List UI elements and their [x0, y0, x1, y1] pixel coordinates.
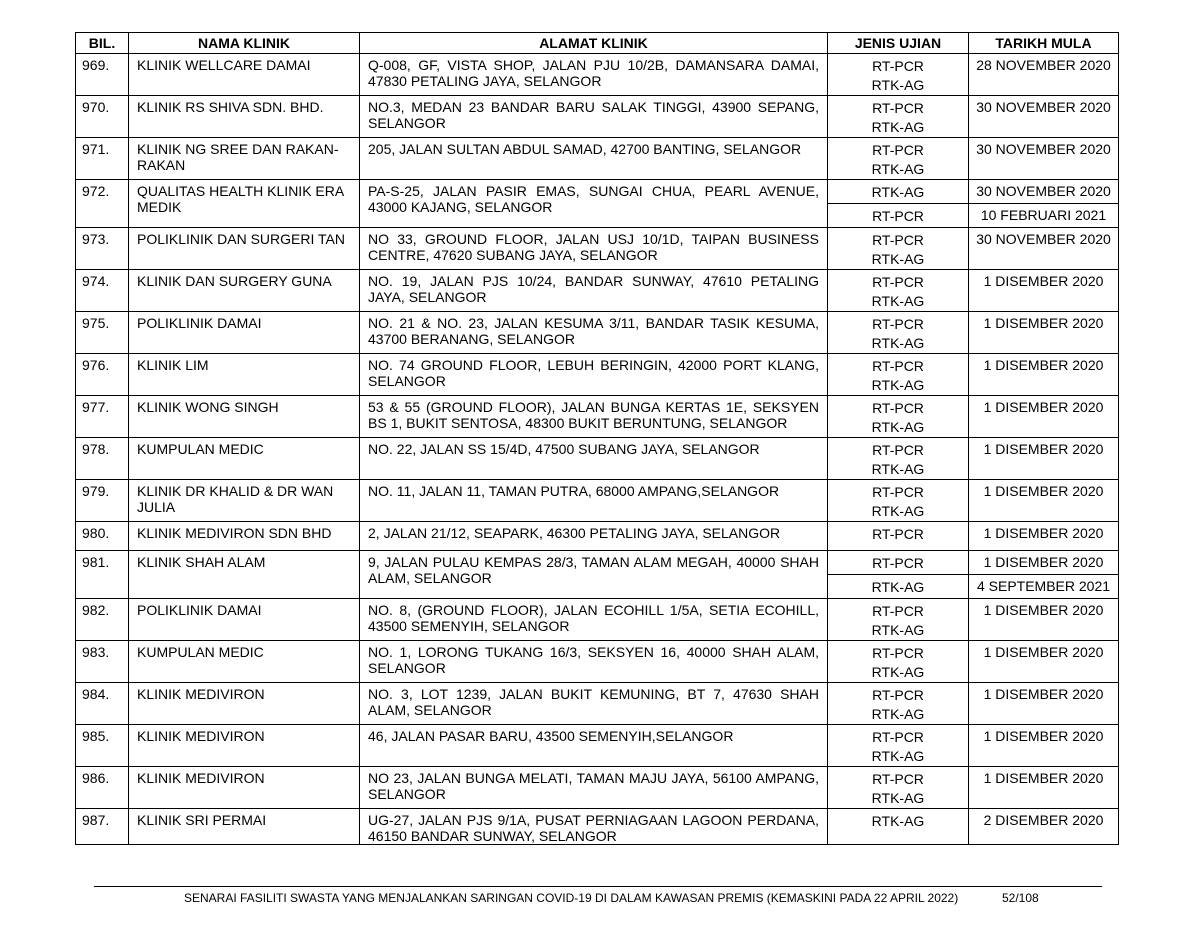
jenis-ujian-cell	[828, 809, 969, 845]
jenis-ujian-item: RT-PCR	[872, 442, 924, 458]
alamat-klinik-cell: Q-008, GF, VISTA SHOP, JALAN PJU 10/2B, DAMANSARA DAMAI, 47830 PETALING JAYA, SELANGOR	[360, 54, 828, 96]
bil-cell: 970.	[76, 96, 129, 138]
table-row	[76, 228, 1119, 270]
table-row	[76, 312, 1119, 354]
nama-klinik-cell: POLIKLINIK DAMAI	[129, 312, 360, 354]
nama-klinik-cell: KLINIK DR KHALID & DR WAN JULIA	[129, 480, 360, 522]
jenis-ujian-item: RT-PCR	[872, 771, 924, 787]
nama-klinik-cell: KLINIK MEDIVIRON SDN BHD	[129, 522, 360, 551]
jenis-ujian-cell	[828, 138, 969, 180]
table-header	[76, 33, 1119, 54]
alamat-klinik-cell: NO.3, MEDAN 23 BANDAR BARU SALAK TINGGI, 43900 SEPANG, SELANGOR	[360, 96, 828, 138]
tarikh-mula-cell: 30 NOVEMBER 2020	[969, 228, 1119, 270]
table-row	[76, 270, 1119, 312]
jenis-ujian-item: RTK-AG	[871, 335, 925, 351]
nama-klinik-cell: KUMPULAN MEDIC	[129, 641, 360, 683]
nama-klinik-cell: KLINIK WONG SINGH	[129, 396, 360, 438]
jenis-ujian-item: RTK-AG	[871, 377, 925, 393]
alamat-klinik-cell: NO. 22, JALAN SS 15/4D, 47500 SUBANG JAYA, SELANGOR	[360, 438, 828, 480]
jenis-ujian-item: RTK-AG	[871, 748, 925, 764]
table-row	[76, 551, 1119, 575]
jenis-ujian-cell	[828, 522, 969, 551]
nama-klinik-cell: KLINIK RS SHIVA SDN. BHD.	[129, 96, 360, 138]
bil-cell: 976.	[76, 354, 129, 396]
alamat-klinik-cell: NO. 19, JALAN PJS 10/24, BANDAR SUNWAY, 47610 PETALING JAYA, SELANGOR	[360, 270, 828, 312]
tarikh-mula-cell: 30 NOVEMBER 2020	[969, 138, 1119, 180]
tarikh-mula-cell: 1 DISEMBER 2020	[969, 270, 1119, 312]
tarikh-mula-cell: 1 DISEMBER 2020	[969, 767, 1119, 809]
table-row	[76, 396, 1119, 438]
jenis-ujian-cell	[828, 204, 969, 228]
tarikh-mula-cell: 1 DISEMBER 2020	[969, 522, 1119, 551]
nama-klinik-cell: POLIKLINIK DAMAI	[129, 599, 360, 641]
table-row	[76, 180, 1119, 204]
alamat-klinik-cell: NO. 21 & NO. 23, JALAN KESUMA 3/11, BANDAR TASIK KESUMA, 43700 BERANANG, SELANGOR	[360, 312, 828, 354]
nama-klinik-cell: KLINIK DAN SURGERY GUNA	[129, 270, 360, 312]
tarikh-mula-cell: 2 DISEMBER 2020	[969, 809, 1119, 845]
alamat-klinik-cell: NO 33, GROUND FLOOR, JALAN USJ 10/1D, TAIPAN BUSINESS CENTRE, 47620 SUBANG JAYA, SELANGOR	[360, 228, 828, 270]
nama-klinik-cell: KUMPULAN MEDIC	[129, 438, 360, 480]
tarikh-mula-cell: 4 SEPTEMBER 2021	[969, 575, 1119, 599]
jenis-ujian-cell	[828, 180, 969, 204]
tarikh-mula-cell: 28 NOVEMBER 2020	[969, 54, 1119, 96]
tarikh-mula-cell: 1 DISEMBER 2020	[969, 354, 1119, 396]
jenis-ujian-cell	[828, 54, 969, 96]
jenis-ujian-cell	[828, 480, 969, 522]
jenis-ujian-item: RT-PCR	[872, 645, 924, 661]
clinic-table	[75, 32, 1119, 845]
jenis-ujian-cell	[828, 683, 969, 725]
jenis-ujian-cell	[828, 312, 969, 354]
jenis-ujian-cell	[828, 270, 969, 312]
jenis-ujian-item: RT-PCR	[872, 358, 924, 374]
nama-klinik-cell: KLINIK MEDIVIRON	[129, 725, 360, 767]
nama-klinik-cell: KLINIK SRI PERMAI	[129, 809, 360, 845]
alamat-klinik-cell: 53 & 55 (GROUND FLOOR), JALAN BUNGA KERTAS 1E, SEKSYEN BS 1, BUKIT SENTOSA, 48300 BUKIT BERUNTUNG, SELANGOR	[360, 396, 828, 438]
bil-cell: 982.	[76, 599, 129, 641]
jenis-ujian-item: RTK-AG	[871, 77, 925, 93]
table-row	[76, 138, 1119, 180]
tarikh-mula-cell: 30 NOVEMBER 2020	[969, 180, 1119, 204]
bil-cell: 980.	[76, 522, 129, 551]
header-nama-klinik: NAMA KLINIK	[129, 33, 360, 54]
tarikh-mula-cell: 1 DISEMBER 2020	[969, 551, 1119, 575]
table-row	[76, 767, 1119, 809]
jenis-ujian-item: RTK-AG	[871, 706, 925, 722]
alamat-klinik-cell: NO. 8, (GROUND FLOOR), JALAN ECOHILL 1/5A, SETIA ECOHILL, 43500 SEMENYIH, SELANGOR	[360, 599, 828, 641]
alamat-klinik-cell: NO. 1, LORONG TUKANG 16/3, SEKSYEN 16, 40000 SHAH ALAM, SELANGOR	[360, 641, 828, 683]
table-row	[76, 599, 1119, 641]
jenis-ujian-item: RTK-AG	[871, 664, 925, 680]
jenis-ujian-cell	[828, 438, 969, 480]
jenis-ujian-item: RTK-AG	[871, 503, 925, 519]
header-bil: BIL.	[76, 33, 129, 54]
jenis-ujian-cell	[828, 354, 969, 396]
bil-cell: 972.	[76, 180, 129, 228]
header-tarikh-mula: TARIKH MULA	[969, 33, 1119, 54]
jenis-ujian-cell	[828, 575, 969, 599]
jenis-ujian-item: RTK-AG	[871, 161, 925, 177]
jenis-ujian-item: RT-PCR	[872, 142, 924, 158]
nama-klinik-cell: KLINIK MEDIVIRON	[129, 767, 360, 809]
table-row	[76, 522, 1119, 551]
bil-cell: 977.	[76, 396, 129, 438]
alamat-klinik-cell: NO. 11, JALAN 11, TAMAN PUTRA, 68000 AMPANG,SELANGOR	[360, 480, 828, 522]
header-alamat-klinik: ALAMAT KLINIK	[360, 33, 828, 54]
tarikh-mula-cell: 1 DISEMBER 2020	[969, 438, 1119, 480]
nama-klinik-cell: KLINIK LIM	[129, 354, 360, 396]
jenis-ujian-cell	[828, 725, 969, 767]
jenis-ujian-cell	[828, 551, 969, 575]
nama-klinik-cell: KLINIK WELLCARE DAMAI	[129, 54, 360, 96]
bil-cell: 974.	[76, 270, 129, 312]
jenis-ujian-item: RTK-AG	[871, 622, 925, 638]
jenis-ujian-item: RTK-AG	[871, 813, 925, 829]
table-row	[76, 354, 1119, 396]
table-row	[76, 54, 1119, 96]
bil-cell: 979.	[76, 480, 129, 522]
alamat-klinik-cell: 46, JALAN PASAR BARU, 43500 SEMENYIH,SELANGOR	[360, 725, 828, 767]
tarikh-mula-cell: 1 DISEMBER 2020	[969, 641, 1119, 683]
jenis-ujian-item: RT-PCR	[872, 274, 924, 290]
alamat-klinik-cell: PA-S-25, JALAN PASIR EMAS, SUNGAI CHUA, PEARL AVENUE, 43000 KAJANG, SELANGOR	[360, 180, 828, 228]
jenis-ujian-cell	[828, 228, 969, 270]
table-body	[76, 54, 1119, 845]
jenis-ujian-item: RT-PCR	[872, 100, 924, 116]
bil-cell: 983.	[76, 641, 129, 683]
jenis-ujian-item: RTK-AG	[871, 579, 925, 595]
jenis-ujian-item: RT-PCR	[872, 526, 924, 542]
footer-divider	[94, 886, 1102, 887]
bil-cell: 978.	[76, 438, 129, 480]
alamat-klinik-cell: 205, JALAN SULTAN ABDUL SAMAD, 42700 BANTING, SELANGOR	[360, 138, 828, 180]
tarikh-mula-cell: 1 DISEMBER 2020	[969, 396, 1119, 438]
jenis-ujian-item: RTK-AG	[871, 251, 925, 267]
jenis-ujian-item: RT-PCR	[872, 232, 924, 248]
table-row	[76, 809, 1119, 845]
jenis-ujian-item: RT-PCR	[872, 484, 924, 500]
table-row	[76, 641, 1119, 683]
alamat-klinik-cell: UG-27, JALAN PJS 9/1A, PUSAT PERNIAGAAN LAGOON PERDANA, 46150 BANDAR SUNWAY, SELANGOR	[360, 809, 828, 845]
jenis-ujian-item: RTK-AG	[871, 790, 925, 806]
jenis-ujian-item: RTK-AG	[871, 461, 925, 477]
footer-title: SENARAI FASILITI SWASTA YANG MENJALANKAN SARINGAN COVID-19 DI DALAM KAWASAN PREMIS (KEMASKINI PADA 22 APRIL 2022)	[184, 891, 959, 905]
jenis-ujian-item: RT-PCR	[872, 208, 924, 224]
alamat-klinik-cell: NO 23, JALAN BUNGA MELATI, TAMAN MAJU JAYA, 56100 AMPANG, SELANGOR	[360, 767, 828, 809]
jenis-ujian-cell	[828, 641, 969, 683]
jenis-ujian-cell	[828, 599, 969, 641]
bil-cell: 987.	[76, 809, 129, 845]
jenis-ujian-item: RT-PCR	[872, 555, 924, 571]
tarikh-mula-cell: 1 DISEMBER 2020	[969, 312, 1119, 354]
bil-cell: 971.	[76, 138, 129, 180]
tarikh-mula-cell: 1 DISEMBER 2020	[969, 480, 1119, 522]
jenis-ujian-item: RT-PCR	[872, 400, 924, 416]
tarikh-mula-cell: 1 DISEMBER 2020	[969, 683, 1119, 725]
nama-klinik-cell: KLINIK NG SREE DAN RAKAN-RAKAN	[129, 138, 360, 180]
table-row	[76, 725, 1119, 767]
jenis-ujian-item: RT-PCR	[872, 729, 924, 745]
nama-klinik-cell: KLINIK SHAH ALAM	[129, 551, 360, 599]
nama-klinik-cell: POLIKLINIK DAN SURGERI TAN	[129, 228, 360, 270]
jenis-ujian-item: RTK-AG	[871, 119, 925, 135]
tarikh-mula-cell: 30 NOVEMBER 2020	[969, 96, 1119, 138]
alamat-klinik-cell: 9, JALAN PULAU KEMPAS 28/3, TAMAN ALAM MEGAH, 40000 SHAH ALAM, SELANGOR	[360, 551, 828, 599]
nama-klinik-cell: KLINIK MEDIVIRON	[129, 683, 360, 725]
bil-cell: 969.	[76, 54, 129, 96]
page-number: 52/108	[1002, 891, 1039, 905]
header-jenis-ujian: JENIS UJIAN	[828, 33, 969, 54]
table-row	[76, 683, 1119, 725]
jenis-ujian-item: RTK-AG	[871, 419, 925, 435]
alamat-klinik-cell: NO. 74 GROUND FLOOR, LEBUH BERINGIN, 42000 PORT KLANG, SELANGOR	[360, 354, 828, 396]
jenis-ujian-item: RT-PCR	[872, 603, 924, 619]
bil-cell: 984.	[76, 683, 129, 725]
jenis-ujian-cell	[828, 767, 969, 809]
tarikh-mula-cell: 10 FEBRUARI 2021	[969, 204, 1119, 228]
table-row	[76, 96, 1119, 138]
nama-klinik-cell: QUALITAS HEALTH KLINIK ERA MEDIK	[129, 180, 360, 228]
tarikh-mula-cell: 1 DISEMBER 2020	[969, 599, 1119, 641]
jenis-ujian-item: RTK-AG	[871, 293, 925, 309]
jenis-ujian-item: RT-PCR	[872, 58, 924, 74]
bil-cell: 975.	[76, 312, 129, 354]
table-row	[76, 438, 1119, 480]
alamat-klinik-cell: NO. 3, LOT 1239, JALAN BUKIT KEMUNING, BT 7, 47630 SHAH ALAM, SELANGOR	[360, 683, 828, 725]
jenis-ujian-item: RT-PCR	[872, 316, 924, 332]
table-row	[76, 480, 1119, 522]
jenis-ujian-item: RT-PCR	[872, 687, 924, 703]
tarikh-mula-cell: 1 DISEMBER 2020	[969, 725, 1119, 767]
bil-cell: 981.	[76, 551, 129, 599]
jenis-ujian-cell	[828, 96, 969, 138]
jenis-ujian-cell	[828, 396, 969, 438]
bil-cell: 985.	[76, 725, 129, 767]
jenis-ujian-item: RTK-AG	[871, 184, 925, 200]
bil-cell: 973.	[76, 228, 129, 270]
bil-cell: 986.	[76, 767, 129, 809]
alamat-klinik-cell: 2, JALAN 21/12, SEAPARK, 46300 PETALING JAYA, SELANGOR	[360, 522, 828, 551]
